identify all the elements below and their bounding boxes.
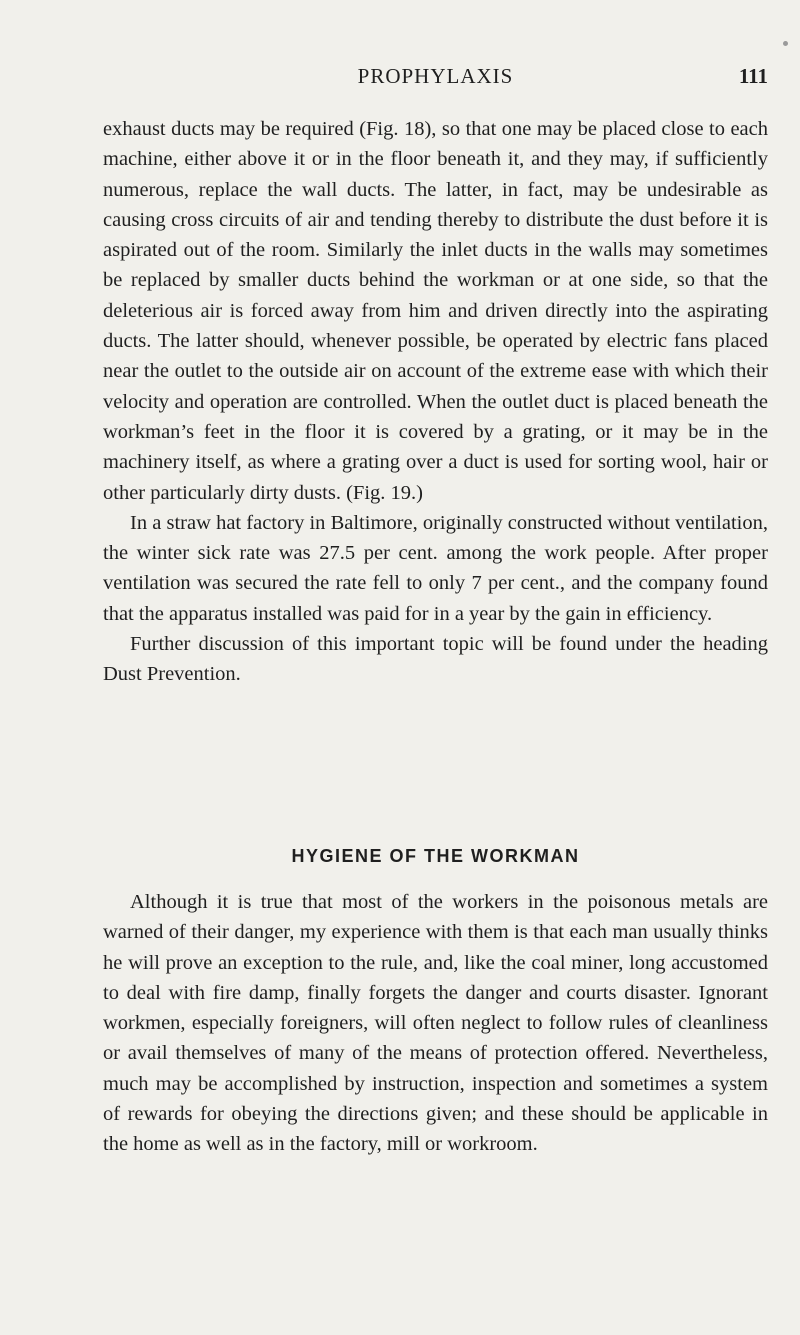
paper-speck — [783, 41, 788, 46]
page-header — [103, 64, 768, 94]
section-text — [103, 887, 768, 1160]
main-text — [103, 114, 768, 690]
section-heading: HYGIENE OF THE WORKMAN — [291, 846, 580, 866]
paragraph-baltimore-factory: In a straw hat factory in Baltimore, originally constructed without ventilation, the winter sick rate was 27.5 per cent. among the work people. After proper ventilation was secured the rate fell to only 7 per cent., and the company found that the apparatus installed was paid for in a year by the gain in efficiency. — [103, 511, 768, 625]
page-number: 111 — [738, 64, 768, 88]
paragraph-continued: exhaust ducts may be required (Fig. 18), so that one may be placed close to each machine, either above it or in the floor beneath it, and they may, if sufficiently numerous, replace the wall ducts. The latter, in fact, may be undesirable as causing cross circuits of air and tending thereby to distribute the dust before it is aspirated out of the room. Similarly the inlet ducts in the walls may sometimes be replaced by smaller ducts behind the workman or at one side, so that the deleterious air is forced away from him and driven directly into the aspirating ducts. The latter should, whenever possible, be operated by electric fans placed near the outlet to the outside air on account of the extreme ease with which their velocity and operation are controlled. When the outlet duct is placed beneath the workman’s feet in the floor it is covered by a grating, or it may be in the machinery itself, as where a grating over a duct is used for sorting wool, hair or other particularly dirty dusts. (Fig. 19.) — [103, 118, 768, 504]
paragraph-hygiene: Although it is true that most of the workers in the poisonous metals are warned of their danger, my experience with them is that each man usually thinks he will prove an exception to the rule, and, like the coal miner, long accustomed to deal with fire damp, finally forgets the danger and courts disaster. Ignorant workmen, especially foreigners, will often neglect to follow rules of cleanliness or avail themselves of many of the means of protection offered. Nevertheless, much may be accomplished by instruction, inspection and sometimes a system of rewards for obeying the directions given; and these should be applicable in the home as well as in the factory, mill or workroom. — [103, 891, 768, 1156]
running-head: PROPHYLAXIS — [357, 64, 514, 88]
paragraph-further-discussion: Further discussion of this important topic will be found under the heading Dust Prevention. — [103, 633, 768, 686]
